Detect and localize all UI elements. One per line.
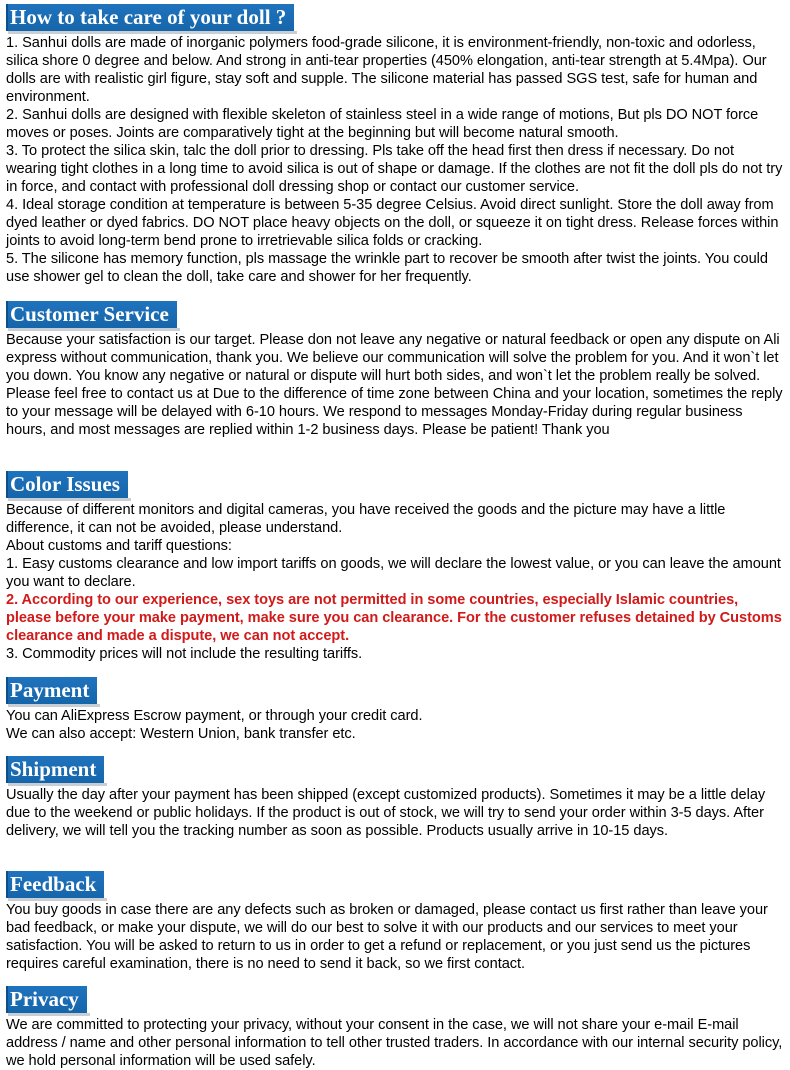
section-body xyxy=(6,331,786,439)
section-feedback xyxy=(6,871,786,973)
paragraph: 3. Commodity prices will not include the resulting tariffs. xyxy=(6,646,363,662)
paragraph: We can also accept: Western Union, bank transfer etc. xyxy=(6,726,356,742)
paragraph: 3. To protect the silica skin, talc the doll prior to dressing. Pls take off the head first then dress if necessary. Do not wearing tight clothes in a long time to avoid silica is out of shape or damage. If the clothes are not fit the doll pls do not try in force, and contact with professional doll dressing shop or contact our customer service. xyxy=(6,143,783,195)
section-heading: Feedback xyxy=(6,871,104,898)
section-heading: Color Issues xyxy=(6,471,128,498)
section-body xyxy=(6,1016,786,1070)
paragraph: 4. Ideal storage condition at temperature is between 5-35 degree Celsius. Avoid direct sunlight. Store the doll away from dyed leather or dyed fabrics. DO NOT place heavy objects on the doll, or squeeze it on tight dress. Release forces within joints to avoid long-term bend prone to irretrievable silica folds or cracking. xyxy=(6,197,779,249)
paragraph: Because your satisfaction is our target. Please don not leave any negative or natural feedback or open any dispute on Ali express without communication, thank you. We believe our communication will solve the problem for you. And it won`t let you down. You know any negative or natural or dispute will hurt both sides, and won`t let the problem really be solved. Please feel free to contact us at Due to the difference of time zone between China and your location, sometimes the reply to your message will be delayed with 6-10 hours. We respond to messages Monday-Friday during regular business hours, and most messages are replied within 1-2 business days. Please be patient! Thank you xyxy=(6,332,783,438)
section-body xyxy=(6,786,786,840)
paragraph: We are committed to protecting your privacy, without your consent in the case, we will not share your e-mail E-mail address / name and other personal information to tell other trusted traders. In accordance with our internal security policy, we hold personal information will be used safely. xyxy=(6,1017,783,1069)
warning-paragraph: 2. According to our experience, sex toys are not permitted in some countries, especially Islamic countries, please before your make payment, make sure you can clearance. For the customer refuses detained by Customs clearance and made a dispute, we can not accept. xyxy=(6,592,782,644)
paragraph: Because of different monitors and digital cameras, you have received the goods and the picture may have a little difference, it can not be avoided, please understand. xyxy=(6,502,726,536)
section-heading: How to take care of your doll ? xyxy=(6,4,294,31)
paragraph: You buy goods in case there are any defects such as broken or damaged, please contact us first rather than leave your bad feedback, or make your dispute, we will do our best to solve it with our products and our services to meet your satisfaction. You will be asked to return to us in order to get a refund or replacement, or you just send us the pictures requires careful examination, there is no need to send it back, so we first contact. xyxy=(6,902,768,972)
paragraph: You can AliExpress Escrow payment, or through your credit card. xyxy=(6,708,423,724)
section-heading: Shipment xyxy=(6,756,104,783)
section-heading: Payment xyxy=(6,677,97,704)
section-shipment xyxy=(6,756,786,840)
paragraph: Usually the day after your payment has been shipped (except customized products). Sometimes it may be a little delay due to the weekend or public holidays. If the product is out of stock, we will try to send your order within 3-5 days. After delivery, we will tell you the tracking number as soon as possible. Products usually arrive in 10-15 days. xyxy=(6,787,766,839)
section-customer-service xyxy=(6,301,786,439)
section-body xyxy=(6,901,786,973)
paragraph: 5. The silicone has memory function, pls massage the wrinkle part to recover be smooth after twist the joints. You could use shower gel to clean the doll, take care and shower for her frequently. xyxy=(6,251,768,285)
section-heading: Privacy xyxy=(6,986,87,1013)
paragraph: 2. Sanhui dolls are designed with flexible skeleton of stainless steel in a wide range of motions, But pls DO NOT force moves or poses. Joints are comparatively tight at the beginning but will become natural smooth. xyxy=(6,107,759,141)
section-color-issues xyxy=(6,471,786,663)
paragraph: 1. Sanhui dolls are made of inorganic polymers food-grade silicone, it is environment-friendly, non-toxic and odorless, silica shore 0 degree and below. And strong in anti-tear properties (450% elongation, anti-tear strength at 5.4Mpa). Our dolls are with realistic girl figure, stay soft and supple. The silicone material has passed SGS test, safe for human and environment. xyxy=(6,35,767,105)
section-body xyxy=(6,501,786,663)
section-doll-care xyxy=(6,4,786,286)
section-body xyxy=(6,34,786,286)
section-privacy xyxy=(6,986,786,1070)
paragraph: About customs and tariff questions: xyxy=(6,538,232,554)
section-payment xyxy=(6,677,786,743)
section-heading: Customer Service xyxy=(6,301,177,328)
paragraph: 1. Easy customs clearance and low import tariffs on goods, we will declare the lowest value, or you can leave the amount you want to declare. xyxy=(6,556,781,590)
section-body xyxy=(6,707,786,743)
